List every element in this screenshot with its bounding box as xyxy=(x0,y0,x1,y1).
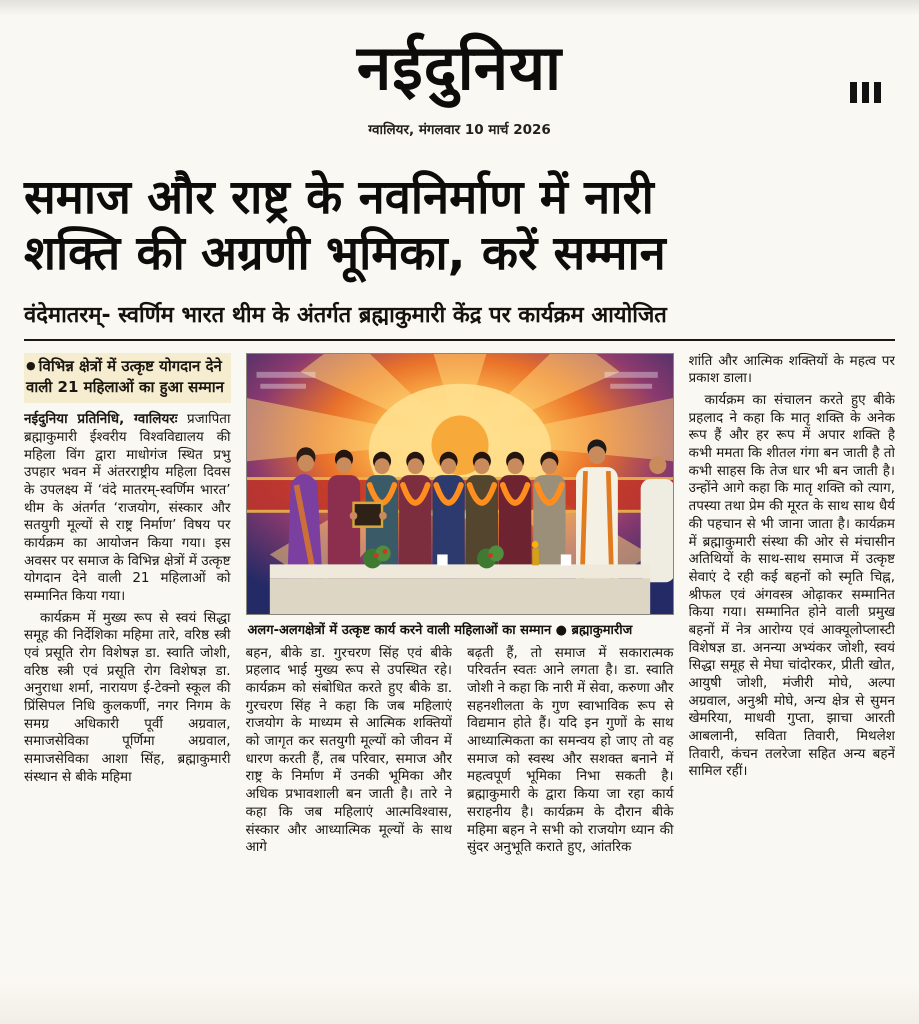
headline-block xyxy=(24,138,895,341)
article-paragraph: कार्यक्रम का संचालन करते हुए बीके प्रहलाद ने कहा कि मातृ शक्ति के अनेक रूप हैं और हर रूप में अपार शक्ति है कभी ममता कि शीतल गंगा बन जाती है तो कभी साहस कि तेज धार भी बन जाती है। उन्होंने आगे कहा कि मातृ शक्ति को त्याग, तपस्या तथा प्रेम की मूरत के साथ साथ धैर्य की पहचान से भी जाना जाता है। कार्यक्रम में ब्रह्माकुमारी संस्था की ओर से मंचासीन अतिथियों के साथ-साथ समाज में उत्कृष्ट सेवाएं दे रही कई बहनों को स्मृति चिह्न, श्रीफल एवं अंगवस्त्र ओढ़ाकर सम्मानित किया गया। सम्मानित होने वाली प्रमुख बहनों में नेत्र आरोग्य एवं आक्यूलोप्लास्टी विशेषज्ञ डा. अनन्या अभ्यंकर जोशी, स्वयं सिद्धा समूह से मेघा चांदोरकर, प्रीती खोत, आयुषी जोशी, मंजीरी मोघे, अल्पा अग्रवाल, अनुश्री मोघे, अन्य क्षेत्र से सुमन खेमरिया, माधवी गुप्ता, झाचा आरती आबलानी, सविता तिवारी, मिथलेश तिवारी, कंचन तलरेजा सहित अन्य बहनें सामिल रहीं। xyxy=(688,392,895,780)
article-highlight xyxy=(24,353,231,404)
headline-line2: शक्ति की अग्रणी भूमिका, करें सम्मान xyxy=(24,226,666,282)
event-photo xyxy=(246,353,674,615)
page-marker-icon xyxy=(850,82,881,103)
photo-caption: अलग-अलगक्षेत्रों में उत्कृष्ट कार्य करने वाली महिलाओं का सम्मान ● ब्रह्माकुमारीज xyxy=(247,622,633,638)
paragraph-text: प्रजापिता ब्रह्माकुमारी ईश्वरीय विश्वविद्यालय की महिला विंग द्वारा माधोगंज स्थित प्रभु उपहार भवन में अंतरराष्ट्रीय महिला दिवस के उपलक्ष्य में ‘वंदे मातरम्-स्वर्णिम भारत’ थीम के अंतर्गत ‘राजयोग, संस्कार और सतयुगी मूल्यों से राष्ट्र निर्माण’ विषय पर कार्यक्रम का आयोजन किया गया। इस अवसर पर समाज के विभिन्न क्षेत्रों में उत्कृष्ट योगदान देने वाली 21 महिलाओं को सम्मानित किया गया। xyxy=(24,411,231,605)
highlight-text: विभिन्न क्षेत्रों में उत्कृष्ट योगदान देने वाली 21 महिलाओं का हुआ सम्मान xyxy=(26,356,224,397)
article-paragraph: कार्यक्रम में मुख्य रूप से स्वयं सिद्धा समूह की निर्देशिका महिमा तारे, वरिष्ठ स्त्री एवं प्रसूति रोग विशेषज्ञ डा. स्वाति जोशी, वरिष्ठ स्त्री एवं प्रसूति रोग विशेषज्ञ डा. अनुराधा शर्मा, नारायण ई-टेक्नो स्कूल की प्रिंसिपल निधि कुलकर्णी, नगर निगम के समग्र अधिकारी पूर्वी अग्रवाल, समाजसेविका पूर्णिमा अग्रवाल, समाजसेविका आशा सिंह, ब्रह्माकुमारी संस्थान से बीके महिमा xyxy=(24,609,231,785)
article-column-2 xyxy=(246,645,453,1010)
article-paragraph: शांति और आत्मिक शक्तियों के महत्व पर प्रकाश डाला। xyxy=(688,352,895,387)
article-body xyxy=(24,353,895,1010)
article-paragraph: बढ़ती हैं, तो समाज में सकारात्मक परिवर्तन स्वतः आने लगता है। डा. स्वाति जोशी ने कहा कि नारी में सेवा, करुणा और सहनशीलता के गुण स्वाभाविक रूप से विद्यमान होते हैं। यदि इन गुणों के साथ आध्यात्मिकता का समन्वय हो जाए तो वह समाज को स्वस्थ और सशक्त बनाने में महत्वपूर्ण भूमिका निभा सकती है। ब्रह्माकुमारी के द्वारा किया जा रहा कार्य सराहनीय है। कार्यक्रम के दौरान बीके महिमा बहन ने सभी को राजयोग ध्यान की सुंदर अनुभूति कराते हुए, आंतरिक xyxy=(467,644,674,856)
headline-line1: समाज और राष्ट्र के नवनिर्माण में नारी xyxy=(24,170,654,225)
newspaper-title: नईदुनिया xyxy=(356,31,563,104)
article-paragraph: बहन, बीके डा. गुरचरण सिंह एवं बीके प्रहलाद भाई मुख्य रूप से उपस्थित रहे। कार्यक्रम को संबोधित करते हुए बीके डा. गुरचरण सिंह ने कहा कि जब महिलाएं राजयोग के माध्यम से आत्मिक शक्तियों को जागृत कर सतयुगी मूल्यों को जीवन में धारण करती हैं, तब परिवार, समाज और राष्ट्र के निर्माण में उनकी भूमिका और अधिक प्रभावशाली बन जाती है। तारे ने कहा कि जब महिलाएं आत्मविश्वास, संस्कार और आध्यात्मिक मूल्यों के साथ आगे xyxy=(245,644,452,856)
dateline: ग्वालियर, मंगलवार 10 मार्च 2026 xyxy=(368,122,551,138)
article-column-1 xyxy=(24,353,231,1010)
main-headline xyxy=(24,170,895,283)
byline: नईदुनिया प्रतिनिधि, ग्वालियरः xyxy=(24,411,178,428)
marker-bar xyxy=(874,82,881,103)
marker-bar xyxy=(850,82,857,103)
event-photo-illustration xyxy=(247,354,673,614)
article-column-4 xyxy=(689,353,896,1010)
masthead-block xyxy=(24,10,895,138)
subheadline: वंदेमातरम्- स्वर्णिम भारत थीम के अंतर्गत ब्रह्माकुमारी केंद्र पर कार्यक्रम आयोजित xyxy=(24,299,895,341)
article-paragraph xyxy=(24,411,231,605)
bullet-icon: ● xyxy=(26,358,36,372)
article-column-3 xyxy=(467,645,674,1010)
marker-bar xyxy=(862,82,869,103)
